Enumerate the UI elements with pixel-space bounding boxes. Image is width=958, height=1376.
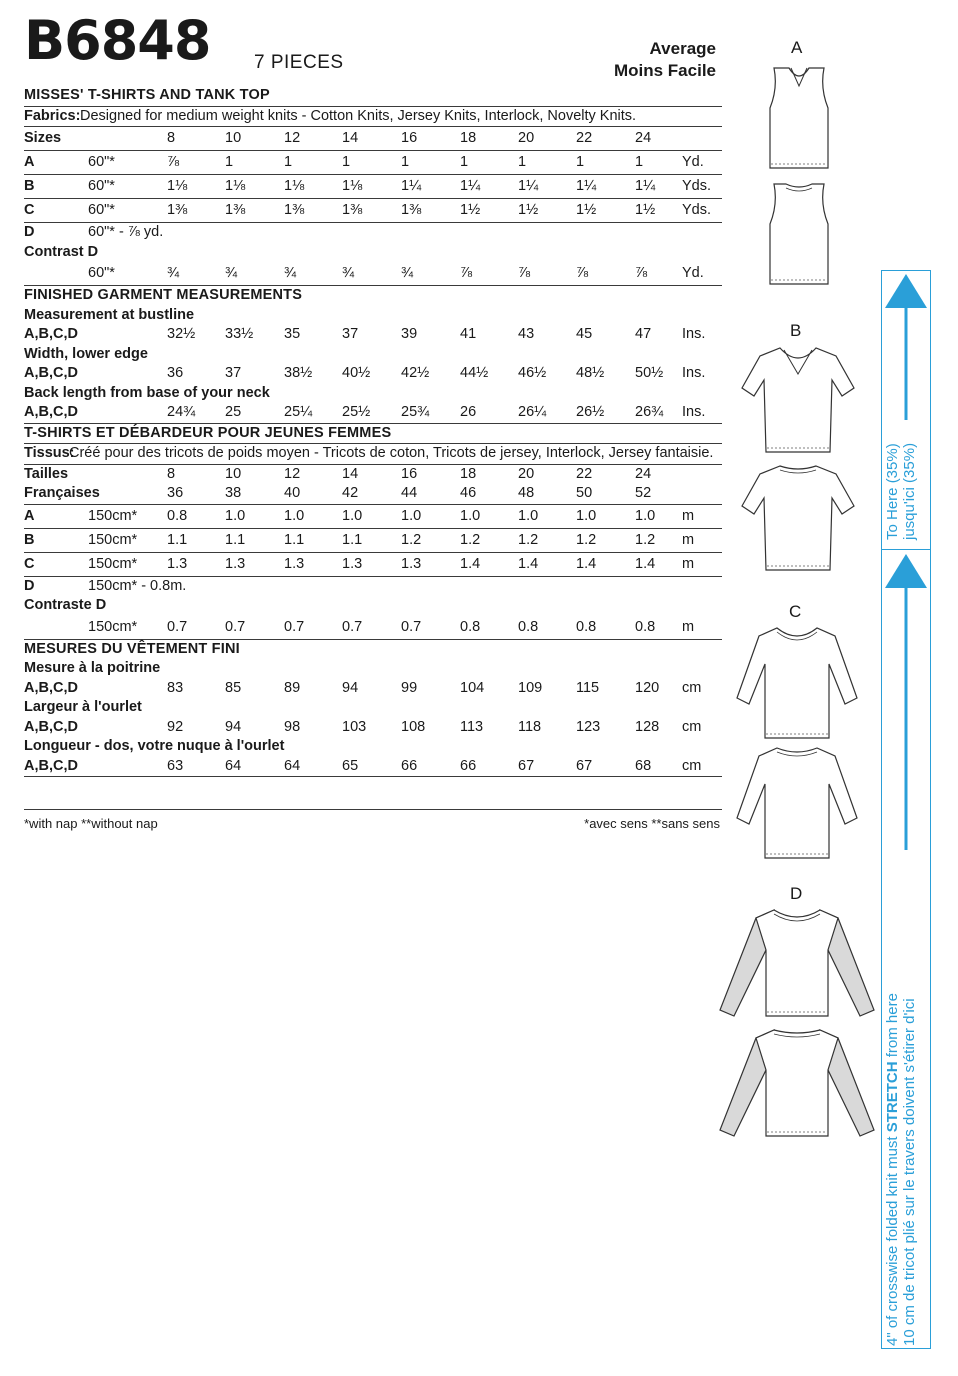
fr-measurement-value: 67: [576, 757, 593, 774]
stretch-instruction-fr: 10 cm de tricot plié sur le travers doivent s'étirer d'ici: [901, 998, 918, 1346]
en-size-cell: 14: [342, 130, 359, 146]
en-title: [24, 86, 722, 107]
en-contrast-d-unit: Yd.: [682, 265, 704, 281]
fr-measurement-value: 64: [284, 757, 301, 774]
en-measurement-value: 25¾: [401, 404, 430, 420]
fr-measurement-value: 65: [342, 757, 359, 774]
en-section-title: MISSES' T-SHIRTS AND TANK TOP: [24, 87, 270, 103]
fr-measurement-views: A,B,C,D: [24, 679, 78, 696]
fr-size-cell: 8: [167, 465, 176, 482]
fr-contrast-d-value: 0.7: [167, 618, 188, 635]
view-b-tee-front: [738, 344, 858, 456]
en-yardage-value: ⅞: [167, 154, 180, 170]
fr-measurement-label: Longueur - dos, votre nuque à l'ourlet: [24, 738, 285, 754]
en-measurement-value: 24¾: [167, 404, 196, 420]
en-yardage-value: 1⅜: [167, 202, 188, 218]
fr-yardage-value: 1.2: [635, 531, 656, 548]
fr-title: [24, 424, 722, 445]
fr-measurement-value: 83: [167, 679, 184, 696]
fr-fabrics-label: Tissus:: [24, 445, 75, 461]
fr-french-size-cell: 50: [576, 485, 593, 501]
en-size-cell: 22: [576, 130, 593, 146]
fr-contrast-d-unit: m: [682, 618, 695, 635]
fr-french-size-cell: 38: [225, 485, 242, 501]
en-measurement-value: 36: [167, 365, 184, 381]
en-yardage-value: 1: [342, 154, 351, 170]
en-size-cell: 20: [518, 130, 535, 146]
en-measurement-value: 26½: [576, 404, 605, 420]
view-d-tee-front: [716, 906, 878, 1020]
en-yardage-value: 1¼: [460, 178, 481, 194]
en-measurement-value: 37: [225, 365, 242, 381]
fr-french-size-cell: 52: [635, 485, 652, 501]
fr-measurement-views: A,B,C,D: [24, 718, 78, 735]
fr-yardage-value: 1.0: [342, 507, 363, 524]
view-letter-c: C: [789, 602, 802, 621]
fr-fabrics: [24, 444, 722, 465]
fr-measurement-row: [24, 718, 722, 738]
en-yardage-value: 1⅛: [167, 178, 188, 194]
fr-yardage-view: A: [24, 507, 35, 524]
fr-measurement-unit: cm: [682, 757, 702, 774]
en-yardage-value: 1¼: [401, 178, 422, 194]
fr-yardage-value: 1.0: [225, 507, 246, 524]
footnote-fr: *avec sens **sans sens: [584, 816, 720, 831]
fr-contrast-d-width: 150cm*: [88, 618, 138, 635]
en-yardage-value: 1: [401, 154, 410, 170]
en-fabrics-label: Fabrics:: [24, 107, 81, 124]
fr-measurement-value: 94: [342, 679, 359, 696]
fr-contrast-d-value: 0.8: [635, 618, 656, 635]
fr-measurement-value: 68: [635, 757, 652, 774]
en-yardage-view: B: [24, 178, 35, 194]
fr-yardage-value: 1.0: [635, 507, 656, 524]
en-view-d-row: [24, 223, 722, 243]
en-yardage-value: 1½: [635, 202, 656, 218]
fr-yardage-view: B: [24, 531, 35, 548]
fr-french-size-cell: 48: [518, 485, 535, 501]
difficulty-en: Average: [649, 39, 716, 58]
en-yardage-value: 1⅜: [225, 202, 246, 218]
fr-yardage-unit: m: [682, 531, 695, 548]
fr-yardage-value: 1.3: [284, 555, 305, 572]
fr-yardage-value: 1.3: [167, 555, 188, 572]
difficulty-fr: Moins Facile: [613, 61, 716, 80]
en-yardage-unit: Yds.: [682, 202, 712, 218]
en-contrast-d-label-row: [24, 243, 722, 263]
en-yardage-value: 1: [576, 154, 585, 170]
footnote-en: *with nap **without nap: [24, 816, 158, 831]
fr-yardage-value: 1.1: [342, 531, 363, 548]
en-measurement-row: [24, 325, 722, 345]
en-yardage-value: 1⅜: [284, 202, 305, 218]
en-measurement-views: A,B,C,D: [24, 326, 78, 342]
en-measurement-value: 33½: [225, 326, 254, 342]
en-measurement-label-row: [24, 345, 722, 365]
en-yardage-value: 1½: [576, 202, 597, 218]
sheet-bottom-rule: [24, 777, 722, 810]
fr-view-d-text: 150cm* - 0.8m.: [88, 577, 187, 594]
fr-contrast-d-value: 0.7: [342, 618, 363, 635]
en-yardage-value: 1⅛: [342, 178, 363, 194]
en-size-cell: 18: [460, 130, 477, 146]
en-measurement-label-row: [24, 306, 722, 326]
fr-contrast-d-value: 0.7: [225, 618, 246, 635]
fr-yardage-value: 1.1: [225, 531, 246, 548]
fr-yardage-value: 1.2: [401, 531, 422, 548]
fr-french-size-cell: 44: [401, 485, 418, 501]
en-measurement-unit: Ins.: [682, 404, 706, 420]
view-letter-b: B: [790, 321, 802, 340]
fr-finished-title-row: [24, 640, 722, 660]
en-yardage-view: C: [24, 202, 35, 218]
fr-size-cell: 24: [635, 465, 652, 482]
fr-size-cell: 16: [401, 465, 418, 482]
fr-measurement-row: [24, 757, 722, 778]
en-finished-title: FINISHED GARMENT MEASUREMENTS: [24, 287, 303, 303]
fr-measurement-value: 89: [284, 679, 301, 696]
en-measurement-value: 32½: [167, 326, 196, 342]
fr-yardage-value: 1.0: [518, 507, 539, 524]
en-contrast-d-label: Contrast D: [24, 243, 99, 260]
fr-measurement-label: Largeur à l'ourlet: [24, 699, 142, 715]
fr-yardage-value: 1.1: [167, 531, 188, 548]
fr-size-cell: 22: [576, 465, 593, 482]
fr-yardage-value: 1.0: [401, 507, 422, 524]
fr-measurement-value: 63: [167, 757, 184, 774]
en-yardage-value: 1: [518, 154, 527, 170]
en-finished-title-row: [24, 286, 722, 306]
fr-contrast-d-value: 0.8: [518, 618, 539, 635]
stretch-arrow-up-icon: [885, 554, 927, 588]
fr-measurement-label-row: [24, 698, 722, 718]
fr-contrast-d-value: 0.8: [576, 618, 597, 635]
en-measurement-label: Measurement at bustline: [24, 306, 195, 323]
en-measurement-unit: Ins.: [682, 326, 706, 342]
en-contrast-d-value: ¾: [401, 265, 414, 281]
en-measurement-views: A,B,C,D: [24, 365, 78, 381]
fr-size-cell: 10: [225, 465, 242, 482]
en-yardage-value: 1⅜: [342, 202, 363, 218]
fr-size-cell: 20: [518, 465, 535, 482]
fr-measurement-value: 104: [460, 679, 485, 696]
fr-french-size-cell: 40: [284, 485, 301, 501]
en-contrast-d-width: 60"*: [88, 265, 115, 281]
fr-measurement-value: 113: [460, 718, 484, 735]
stretch-instruction: [884, 993, 918, 1346]
fr-contrast-d-label: Contraste D: [24, 597, 107, 613]
fr-measurement-label-row: [24, 659, 722, 679]
en-measurement-value: 38½: [284, 365, 313, 381]
fr-measurement-row: [24, 679, 722, 699]
view-c-tee-front: [733, 624, 861, 742]
en-contrast-d-row: [24, 262, 722, 286]
stretch-instruction-en-bold: STRETCH: [884, 1061, 901, 1133]
fr-size-cell: 18: [460, 465, 477, 482]
en-measurement-value: 35: [284, 326, 301, 342]
en-contrast-d-value: ⅞: [518, 265, 531, 281]
en-yardage-value: 1⅛: [225, 178, 246, 194]
fr-finished-title: MESURES DU VÊTEMENT FINI: [24, 640, 240, 657]
en-yardage-value: 1¼: [576, 178, 597, 194]
fr-yardage-value: 1.4: [576, 555, 597, 572]
fr-measurement-value: 94: [225, 718, 242, 735]
fr-yardage-value: 0.8: [167, 507, 188, 524]
en-contrast-d-value: ¾: [284, 265, 297, 281]
fr-yardage-value: 1.2: [576, 531, 597, 548]
fr-measurement-value: 103: [342, 718, 367, 735]
fr-view-d-row: [24, 577, 722, 597]
stretch-instruction-en-post: from here: [884, 993, 901, 1062]
fr-measurement-value: 66: [401, 757, 418, 774]
fr-fabrics-text: Créé pour des tricots de poids moyen - Tricots de coton, Tricots de jersey, Interlock, Jersey fantaisie.: [69, 445, 714, 461]
fr-measurement-value: 98: [284, 718, 301, 735]
fr-measurement-views: A,B,C,D: [24, 757, 78, 774]
en-measurement-value: 46½: [518, 365, 547, 381]
en-contrast-d-value: ⅞: [576, 265, 589, 281]
fr-yardage-view: C: [24, 555, 35, 572]
fr-measurement-value: 67: [518, 757, 535, 774]
en-yardage-view: A: [24, 154, 35, 170]
en-measurement-value: 26¼: [518, 404, 547, 420]
view-a-tank-front: [762, 64, 836, 174]
fr-yardage-value: 1.0: [460, 507, 481, 524]
en-sizes-row: [24, 127, 722, 151]
en-yardage-value: 1¼: [518, 178, 539, 194]
en-measurement-label: Back length from base of your neck: [24, 384, 270, 401]
fr-measurement-value: 118: [518, 718, 542, 735]
fr-yardage-width: 150cm*: [88, 555, 138, 572]
to-here-fr: jusqu'ici (35%): [901, 442, 918, 540]
en-measurement-value: 40½: [342, 365, 371, 381]
en-yardage-value: 1½: [460, 202, 481, 218]
en-contrast-d-value: ¾: [342, 265, 355, 281]
en-measurement-value: 43: [518, 326, 535, 342]
view-letter-a: A: [791, 38, 803, 57]
fr-yardage-value: 1.3: [225, 555, 246, 572]
en-yardage-width: 60"*: [88, 178, 115, 194]
en-measurement-views: A,B,C,D: [24, 404, 78, 420]
en-yardage-value: 1⅜: [401, 202, 422, 218]
fr-contrast-d-label-row: [24, 596, 722, 616]
fr-contrast-d-value: 0.7: [401, 618, 422, 635]
en-contrast-d-value: ⅞: [635, 265, 648, 281]
en-size-cell: 24: [635, 130, 652, 146]
fr-yardage-value: 1.4: [518, 555, 539, 572]
fr-contrast-d-value: 0.8: [460, 618, 481, 635]
fr-yardage-value: 1.0: [284, 507, 305, 524]
fr-contrast-d-value: 0.7: [284, 618, 305, 635]
fr-french-sizes-label: Françaises: [24, 485, 100, 501]
en-measurement-row: [24, 364, 722, 384]
en-sizes-label: Sizes: [24, 130, 62, 146]
stretch-instruction-en: [884, 993, 901, 1346]
fr-yardage-width: 150cm*: [88, 507, 138, 524]
en-measurement-value: 25: [225, 404, 242, 420]
en-measurement-value: 37: [342, 326, 359, 342]
fr-size-cell: 12: [284, 465, 301, 482]
fr-french-size-cell: 42: [342, 485, 359, 501]
en-contrast-d-value: ¾: [225, 265, 238, 281]
en-measurement-value: 47: [635, 326, 652, 342]
en-yardage-value: 1: [284, 154, 293, 170]
en-fabrics: [24, 107, 722, 128]
fr-measurement-value: 120: [635, 679, 660, 696]
en-yardage-value: 1½: [518, 202, 539, 218]
fr-section-title: T-SHIRTS ET DÉBARDEUR POUR JEUNES FEMMES: [24, 424, 392, 441]
fr-measurement-unit: cm: [682, 679, 702, 696]
fr-measurement-label-row: [24, 737, 722, 757]
en-size-cell: 8: [167, 130, 176, 146]
en-size-cell: 10: [225, 130, 242, 146]
to-here-arrow-up-icon: [885, 274, 927, 308]
pattern-number: B6848: [24, 9, 211, 72]
en-measurement-value: 48½: [576, 365, 605, 381]
view-d-tee-back: [716, 1026, 878, 1140]
fr-yardage-value: 1.4: [460, 555, 481, 572]
fr-yardage-width: 150cm*: [88, 531, 138, 548]
fr-yardage-value: 1.4: [635, 555, 656, 572]
fr-yardage-value: 1.2: [518, 531, 539, 548]
fr-sizes-label: Tailles: [24, 465, 69, 482]
fr-yardage-value: 1.0: [576, 507, 597, 524]
en-yardage-value: 1: [460, 154, 469, 170]
fr-measurement-value: 115: [576, 679, 600, 696]
fr-measurement-value: 108: [401, 718, 426, 735]
fr-yardage-row: [24, 529, 722, 553]
stretch-instruction-en-pre: 4" of crosswise folded knit must: [884, 1132, 901, 1346]
fr-french-sizes-row: [24, 484, 722, 505]
fr-sizes-row: [24, 465, 722, 485]
fr-yardage-value: 1.2: [460, 531, 481, 548]
en-measurement-value: 41: [460, 326, 477, 342]
fr-view-d-label: D: [24, 577, 35, 594]
en-measurement-value: 44½: [460, 365, 489, 381]
en-size-cell: 12: [284, 130, 301, 146]
fr-measurement-value: 85: [225, 679, 242, 696]
view-c-tee-back: [733, 744, 861, 862]
en-view-d-text: 60"* - ⅞ yd.: [88, 224, 164, 240]
en-yardage-value: 1: [635, 154, 644, 170]
fr-measurement-unit: cm: [682, 718, 702, 735]
fr-measurement-value: 128: [635, 718, 660, 735]
fr-yardage-value: 1.1: [284, 531, 305, 548]
fr-yardage-unit: m: [682, 555, 695, 572]
fr-yardage-unit: m: [682, 507, 695, 524]
difficulty-label: [614, 38, 716, 82]
yardage-chart: [24, 86, 722, 810]
en-yardage-value: 1: [225, 154, 234, 170]
fr-measurement-value: 123: [576, 718, 601, 735]
fr-contrast-d-row: [24, 616, 722, 640]
en-yardage-width: 60"*: [88, 154, 115, 170]
en-view-d-label: D: [24, 224, 35, 240]
view-b-tee-back: [738, 462, 858, 574]
fr-french-size-cell: 36: [167, 485, 184, 501]
en-measurement-value: 42½: [401, 365, 430, 381]
fr-measurement-label: Mesure à la poitrine: [24, 660, 161, 676]
en-measurement-value: 25¼: [284, 404, 313, 420]
to-here-en: To Here (35%): [884, 443, 901, 540]
fr-measurement-value: 109: [518, 679, 543, 696]
en-measurement-label: Width, lower edge: [24, 345, 148, 362]
en-yardage-unit: Yds.: [682, 178, 712, 194]
en-fabrics-text: Designed for medium weight knits - Cotton Knits, Jersey Knits, Interlock, Novelty Knits.: [80, 107, 637, 124]
en-measurement-unit: Ins.: [682, 365, 706, 381]
to-here-label: [884, 443, 918, 540]
fr-measurement-value: 66: [460, 757, 477, 774]
fr-measurement-value: 64: [225, 757, 242, 774]
fr-french-size-cell: 46: [460, 485, 477, 501]
fr-size-cell: 14: [342, 465, 359, 482]
en-measurement-value: 26: [460, 404, 477, 420]
en-measurement-row: [24, 403, 722, 424]
fr-yardage-value: 1.3: [401, 555, 422, 572]
en-measurement-label-row: [24, 384, 722, 404]
en-yardage-row: [24, 199, 722, 223]
en-yardage-value: 1⅛: [284, 178, 305, 194]
en-measurement-value: 39: [401, 326, 418, 342]
pieces-count: 7 PIECES: [254, 52, 344, 73]
en-contrast-d-value: ¾: [167, 265, 180, 281]
en-yardage-unit: Yd.: [682, 154, 704, 170]
fr-yardage-row: [24, 553, 722, 577]
view-letter-d: D: [790, 884, 803, 903]
en-measurement-value: 25½: [342, 404, 371, 420]
en-yardage-value: 1¼: [635, 178, 656, 194]
en-contrast-d-value: ⅞: [460, 265, 473, 281]
en-size-cell: 16: [401, 130, 418, 146]
view-a-tank-back: [762, 180, 836, 290]
fr-measurement-value: 92: [167, 718, 184, 735]
en-measurement-value: 50½: [635, 365, 664, 381]
en-measurement-value: 26¾: [635, 404, 664, 420]
en-measurement-value: 45: [576, 326, 593, 342]
fr-yardage-row: [24, 505, 722, 529]
en-yardage-row: [24, 175, 722, 199]
en-yardage-row: [24, 151, 722, 175]
fr-yardage-value: 1.3: [342, 555, 363, 572]
en-yardage-width: 60"*: [88, 202, 115, 218]
fr-measurement-value: 99: [401, 679, 418, 696]
